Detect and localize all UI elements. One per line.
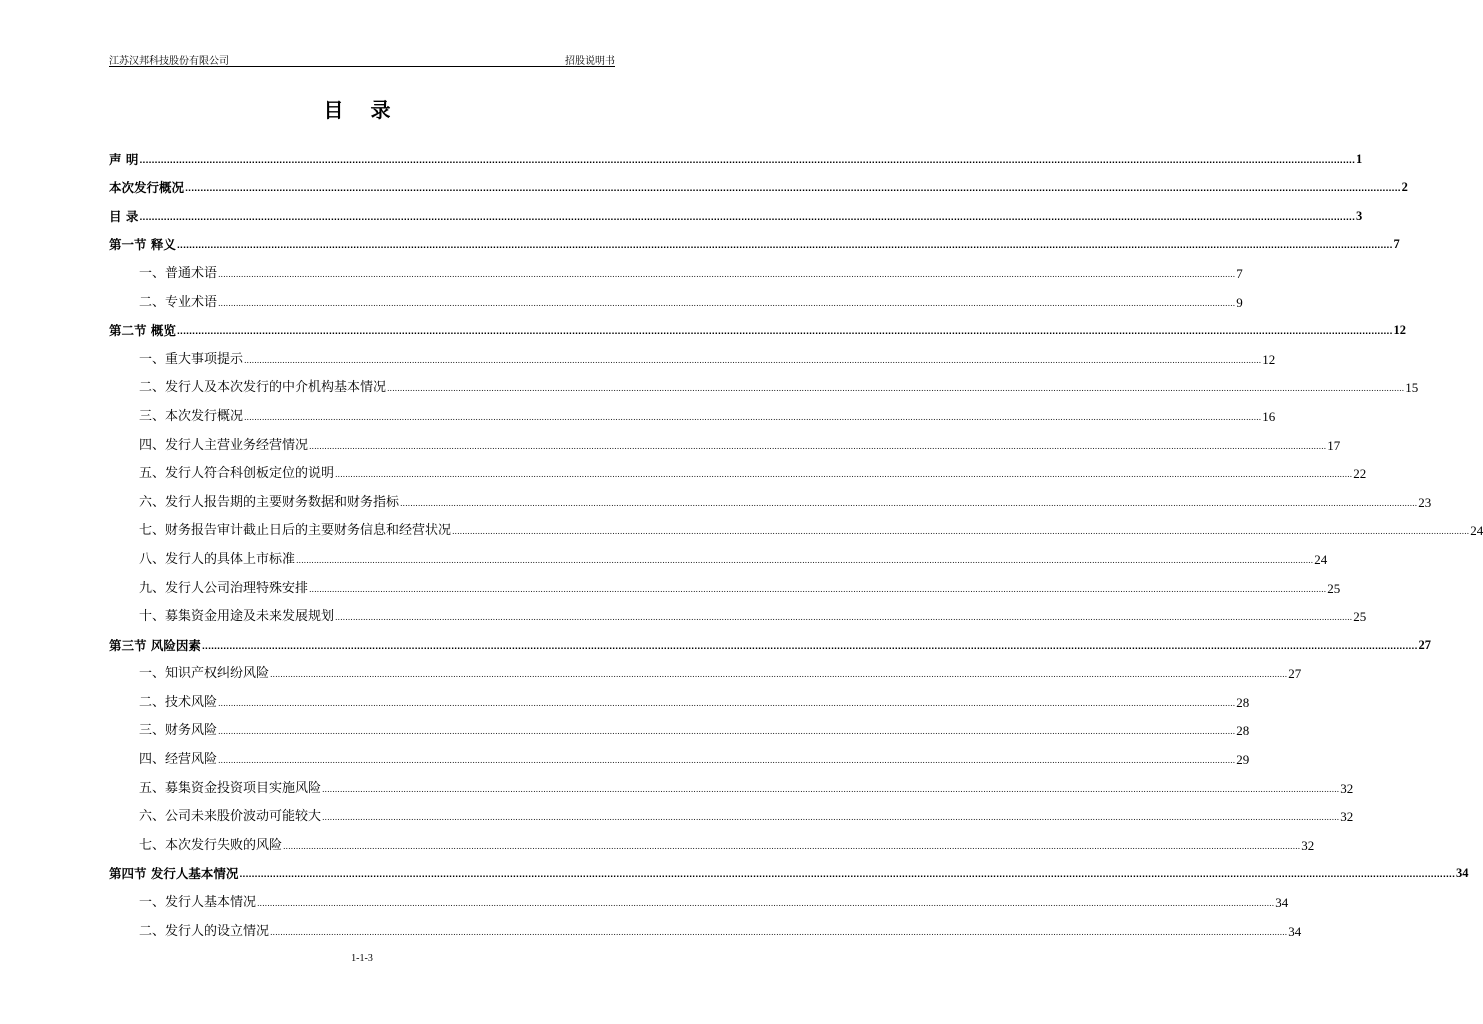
toc-entry-label: 第三节 风险因素 — [109, 637, 201, 653]
toc-entry-page-number: 7 — [1236, 265, 1243, 281]
toc-section-entry[interactable] — [109, 768, 1354, 797]
toc-dot-leader: ................................................................................................................................................................................................................................................................................................................................................................................................................ — [176, 327, 1393, 337]
toc-chapter-entry[interactable] — [109, 311, 1406, 340]
toc-chapter-entry[interactable] — [109, 225, 1400, 254]
toc-entry-page-number: 34 — [1275, 895, 1289, 911]
toc-entry-page-number: 32 — [1301, 837, 1315, 853]
toc-entry-page-number: 34 — [1455, 866, 1469, 881]
toc-entry-label: 一、知识产权纠纷风险 — [139, 666, 270, 682]
page-number: 1-1-3 — [351, 953, 373, 964]
toc-entry-page-number: 25 — [1327, 580, 1341, 596]
toc-dot-leader: ................................................................................................................................................................................................................................................................................................................................................................................................................ — [322, 784, 1340, 794]
header-company-name: 江苏汉邦科技股份有限公司 — [109, 56, 229, 67]
toc-chapter-entry[interactable] — [109, 854, 1469, 883]
toc-entry-page-number: 32 — [1340, 809, 1354, 825]
toc-dot-leader: ................................................................................................................................................................................................................................................................................................................................................................................................................ — [387, 384, 1405, 394]
toc-entry-page-number: 28 — [1236, 694, 1250, 710]
toc-section-entry[interactable] — [109, 253, 1243, 282]
toc-dot-leader: ................................................................................................................................................................................................................................................................................................................................................................................................................ — [452, 527, 1470, 537]
toc-entry-label: 二、发行人及本次发行的中介机构基本情况 — [139, 380, 387, 396]
toc-entry-page-number: 1 — [1355, 151, 1363, 166]
toc-section-entry[interactable] — [109, 711, 1250, 740]
toc-section-entry[interactable] — [109, 911, 1302, 940]
toc-entry-label: 本次发行概况 — [109, 180, 185, 196]
toc-entry-page-number: 24 — [1314, 551, 1328, 567]
toc-section-entry[interactable] — [109, 339, 1276, 368]
toc-entry-label: 五、募集资金投资项目实施风险 — [139, 780, 322, 796]
toc-section-entry[interactable] — [109, 454, 1367, 483]
toc-dot-leader: ................................................................................................................................................................................................................................................................................................................................................................................................................ — [218, 298, 1236, 308]
toc-dot-leader: ................................................................................................................................................................................................................................................................................................................................................................................................................ — [270, 927, 1288, 937]
toc-chapter-entry[interactable] — [109, 625, 1431, 654]
toc-section-entry[interactable] — [109, 739, 1250, 768]
toc-entry-page-number: 7 — [1393, 237, 1400, 252]
toc-section-entry[interactable] — [109, 797, 1354, 826]
toc-dot-leader: ................................................................................................................................................................................................................................................................................................................................................................................................................ — [218, 756, 1236, 766]
toc-chapter-entry[interactable] — [109, 196, 1363, 225]
toc-chapter-entry[interactable] — [109, 139, 1363, 168]
toc-entry-page-number: 32 — [1340, 780, 1354, 796]
toc-entry-label: 八、发行人的具体上市标准 — [139, 551, 296, 567]
toc-entry-page-number: 12 — [1393, 323, 1406, 338]
toc-entry-page-number: 27 — [1418, 637, 1431, 652]
toc-dot-leader: ................................................................................................................................................................................................................................................................................................................................................................................................................ — [139, 212, 1355, 222]
toc-entry-page-number: 29 — [1236, 752, 1250, 768]
toc-entry-page-number: 12 — [1262, 351, 1276, 367]
toc-section-entry[interactable] — [109, 282, 1243, 311]
toc-entry-page-number: 24 — [1470, 523, 1483, 539]
toc-entry-page-number: 27 — [1288, 666, 1302, 682]
toc-dot-leader: ................................................................................................................................................................................................................................................................................................................................................................................................................ — [239, 870, 1455, 880]
page-header — [109, 50, 615, 67]
toc-entry-label: 七、财务报告审计截止日后的主要财务信息和经营状况 — [139, 523, 452, 539]
toc-entry-label: 十、募集资金用途及未来发展规划 — [139, 609, 335, 625]
toc-chapter-entry[interactable] — [109, 168, 1408, 197]
toc-entry-page-number: 25 — [1353, 609, 1367, 625]
toc-entry-page-number: 2 — [1401, 180, 1408, 195]
toc-entry-page-number: 17 — [1327, 437, 1341, 453]
toc-dot-leader: ................................................................................................................................................................................................................................................................................................................................................................................................................ — [309, 441, 1327, 451]
toc-section-entry[interactable] — [109, 568, 1341, 597]
toc-dot-leader: ................................................................................................................................................................................................................................................................................................................................................................................................................ — [244, 355, 1262, 365]
toc-entry-label: 六、公司未来股价波动可能较大 — [139, 809, 322, 825]
toc-section-entry[interactable] — [109, 597, 1367, 626]
toc-entry-page-number: 3 — [1355, 208, 1363, 223]
toc-section-entry[interactable] — [109, 539, 1328, 568]
toc-entry-label: 九、发行人公司治理特殊安排 — [139, 580, 309, 596]
toc-dot-leader: ................................................................................................................................................................................................................................................................................................................................................................................................................ — [244, 412, 1262, 422]
toc-entry-label: 第一节 释义 — [109, 237, 176, 253]
toc-entry-page-number: 15 — [1405, 380, 1419, 396]
toc-dot-leader: ................................................................................................................................................................................................................................................................................................................................................................................................................ — [218, 727, 1236, 737]
toc-dot-leader: ................................................................................................................................................................................................................................................................................................................................................................................................................ — [283, 841, 1301, 851]
toc-section-entry[interactable] — [109, 682, 1250, 711]
toc-dot-leader: ................................................................................................................................................................................................................................................................................................................................................................................................................ — [218, 698, 1236, 708]
toc-entry-label: 一、重大事项提示 — [139, 351, 244, 367]
toc-dot-leader: ................................................................................................................................................................................................................................................................................................................................................................................................................ — [322, 813, 1340, 823]
toc-dot-leader: ................................................................................................................................................................................................................................................................................................................................................................................................................ — [335, 613, 1353, 623]
toc-entry-label: 七、本次发行失败的风险 — [139, 837, 283, 853]
toc-entry-label: 第二节 概览 — [109, 323, 176, 339]
toc-section-entry[interactable] — [109, 482, 1432, 511]
toc-entry-label: 二、发行人的设立情况 — [139, 923, 270, 939]
toc-entry-label: 三、财务风险 — [139, 723, 218, 739]
toc-section-entry[interactable] — [109, 425, 1341, 454]
toc-entry-label: 四、发行人主营业务经营情况 — [139, 437, 309, 453]
toc-entry-page-number: 9 — [1236, 294, 1243, 310]
toc-dot-leader: ................................................................................................................................................................................................................................................................................................................................................................................................................ — [400, 498, 1418, 508]
toc-dot-leader: ................................................................................................................................................................................................................................................................................................................................................................................................................ — [335, 470, 1353, 480]
toc-entry-label: 第四节 发行人基本情况 — [109, 866, 239, 882]
toc-dot-leader: ................................................................................................................................................................................................................................................................................................................................................................................................................ — [309, 584, 1327, 594]
toc-entry-page-number: 34 — [1288, 923, 1302, 939]
toc-dot-leader: ................................................................................................................................................................................................................................................................................................................................................................................................................ — [296, 555, 1314, 565]
toc-entry-label: 五、发行人符合科创板定位的说明 — [139, 466, 335, 482]
toc-dot-leader: ................................................................................................................................................................................................................................................................................................................................................................................................................ — [257, 899, 1275, 909]
toc-dot-leader: ................................................................................................................................................................................................................................................................................................................................................................................................................ — [139, 155, 1355, 165]
toc-section-entry[interactable] — [109, 882, 1289, 911]
toc-entry-label: 目 录 — [109, 208, 139, 224]
toc-entry-page-number: 16 — [1262, 408, 1276, 424]
toc-dot-leader: ................................................................................................................................................................................................................................................................................................................................................................................................................ — [270, 670, 1288, 680]
toc-section-entry[interactable] — [109, 654, 1302, 683]
toc-entry-label: 四、经营风险 — [139, 752, 218, 768]
header-document-type: 招股说明书 — [565, 56, 615, 67]
toc-section-entry[interactable] — [109, 511, 1483, 540]
page-title: 目 录 — [323, 98, 401, 122]
toc-entry-page-number: 28 — [1236, 723, 1250, 739]
toc-section-entry[interactable] — [109, 825, 1315, 854]
toc-entry-label: 声 明 — [109, 151, 139, 167]
toc-entry-label: 一、发行人基本情况 — [139, 895, 257, 911]
toc-dot-leader: ................................................................................................................................................................................................................................................................................................................................................................................................................ — [185, 184, 1401, 194]
toc-entry-label: 三、本次发行概况 — [139, 408, 244, 424]
toc-entry-label: 一、普通术语 — [139, 265, 218, 281]
toc-entry-page-number: 22 — [1353, 466, 1367, 482]
toc-dot-leader: ................................................................................................................................................................................................................................................................................................................................................................................................................ — [176, 241, 1393, 251]
toc-entry-label: 二、技术风险 — [139, 694, 218, 710]
toc-entry-page-number: 23 — [1418, 494, 1432, 510]
table-of-contents — [109, 139, 1483, 940]
toc-section-entry[interactable] — [109, 368, 1419, 397]
toc-section-entry[interactable] — [109, 396, 1276, 425]
toc-dot-leader: ................................................................................................................................................................................................................................................................................................................................................................................................................ — [218, 269, 1236, 279]
toc-entry-label: 二、专业术语 — [139, 294, 218, 310]
toc-dot-leader: ................................................................................................................................................................................................................................................................................................................................................................................................................ — [201, 641, 1418, 651]
toc-entry-label: 六、发行人报告期的主要财务数据和财务指标 — [139, 494, 400, 510]
